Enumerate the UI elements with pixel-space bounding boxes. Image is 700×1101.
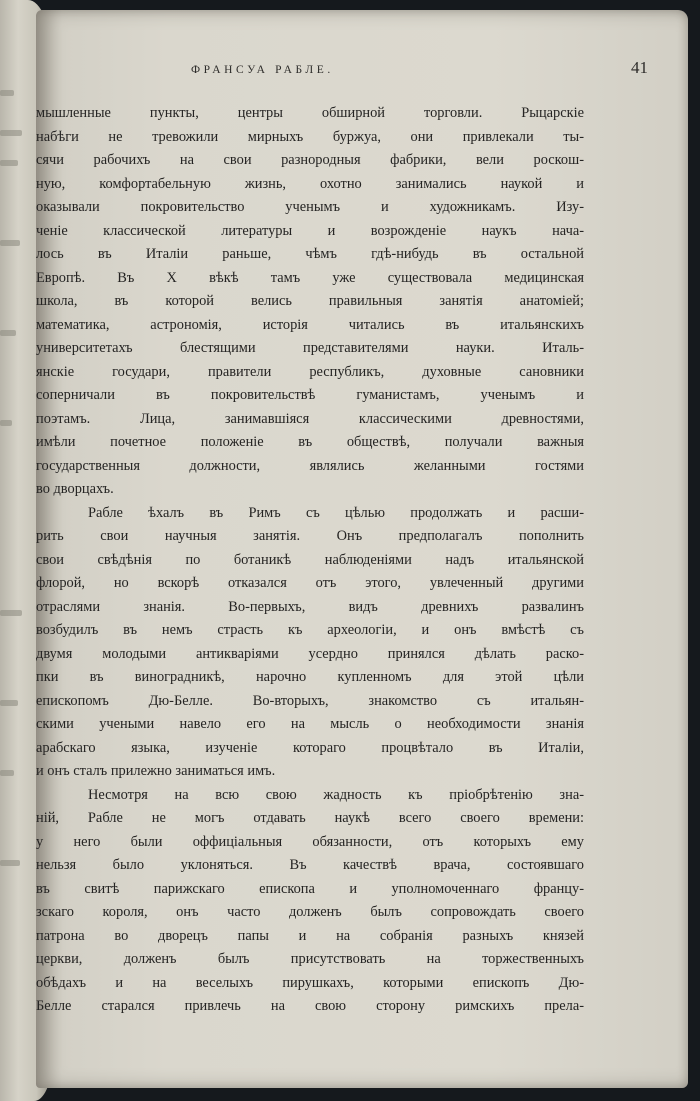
ghost-text [0, 860, 20, 866]
ghost-text [0, 130, 22, 136]
text-line: государственныя должности, являлись желанными гостями [36, 457, 584, 474]
text-line: свои свѣдѣнія по ботаникѣ наблюденіями надъ итальянской [36, 551, 584, 568]
text-line: ную, комфортабельную жизнь, охотно занимались наукой и [36, 175, 584, 192]
page-header [36, 58, 648, 84]
text-line: Несмотря на всю свою жадность къ пріобрѣтенію зна- [88, 786, 584, 803]
ghost-text [0, 610, 22, 616]
text-line: возбудилъ въ немъ страсть къ археологіи, и онъ вмѣстѣ съ [36, 622, 584, 638]
text-line: мышленные пункты, центры обширной торговли. Рыцарскіе [36, 105, 584, 121]
text-line: у него были оффиціальныя обязанности, отъ которыхъ ему [36, 833, 584, 850]
text-line: арабскаго языка, изученіе котораго процвѣтало въ Италіи, [36, 739, 584, 756]
text-line: оказывали покровительство ученымъ и художникамъ. Изу- [36, 199, 584, 215]
text-line: университетахъ блестящими представителями науки. Италь- [36, 340, 584, 356]
text-line: школа, въ которой велись правильныя занятія анатоміей; [36, 293, 584, 309]
text-line: флорой, но вскорѣ отказался отъ этого, увлеченный другими [36, 575, 584, 591]
text-line: въ свитѣ парижскаго епископа и уполномоченнаго францу- [36, 880, 584, 897]
text-line: математика, астрономія, исторія читались въ итальянскихъ [36, 316, 584, 333]
book-page [36, 10, 688, 1088]
text-line: янскіе государи, правители республикъ, духовные сановники [36, 363, 584, 380]
running-title: ФРАНСУА РАБЛЕ. [191, 64, 334, 76]
text-line: патрона во дворецъ папы и на собранія разныхъ князей [36, 927, 584, 944]
text-line: скими учеными навело его на мысль о необходимости знанія [36, 716, 584, 732]
text-line: сячи рабочихъ на свои разнородныя фабрики, вели роскош- [36, 152, 584, 168]
text-line: епископомъ Дю-Белле. Во-вторыхъ, знакомство съ итальян- [36, 692, 584, 709]
text-line: набѣги не тревожили мирныхъ буржуа, они привлекали ты- [36, 128, 584, 145]
ghost-text [0, 330, 16, 336]
text-line: и онъ сталъ прилежно заниматься имъ. [36, 763, 276, 779]
text-line: пки въ виноградникѣ, нарочно купленномъ для этой цѣли [36, 669, 584, 685]
body-text [36, 102, 584, 1019]
text-line: во дворцахъ. [36, 481, 114, 497]
text-line: Белле старался привлечь на свою сторону римскихъ прела- [36, 998, 584, 1014]
text-line: церкви, долженъ былъ присутствовать на торжественныхъ [36, 951, 584, 967]
text-line: зскаго короля, онъ часто долженъ былъ сопровождать своего [36, 904, 584, 920]
ghost-text [0, 770, 14, 776]
text-line: обѣдахъ и на веселыхъ пирушкахъ, которыми епископъ Дю- [36, 974, 584, 991]
text-line: Рабле ѣхалъ въ Римъ съ цѣлью продолжать и расши- [88, 504, 584, 521]
text-line: поэтамъ. Лица, занимавшіяся классическими древностями, [36, 410, 584, 427]
ghost-text [0, 160, 18, 166]
text-line: отраслями знанія. Во-первыхъ, видъ древнихъ развалинъ [36, 598, 584, 615]
ghost-text [0, 700, 18, 706]
ghost-text [0, 420, 12, 426]
ghost-text [0, 240, 20, 246]
text-line: лось въ Италіи раньше, чѣмъ гдѣ-нибудь въ остальной [36, 246, 584, 262]
text-line: двумя молодыми антикваріями усердно принялся дѣлать раско- [36, 645, 584, 662]
text-line: Европѣ. Въ X вѣкѣ тамъ уже существовала медицинская [36, 269, 584, 286]
ghost-text [0, 90, 14, 96]
text-line: имѣли почетное положеніе въ обществѣ, получали важныя [36, 434, 584, 450]
text-line: ній, Рабле не могъ отдавать наукѣ всего своего времени: [36, 810, 584, 826]
text-line: рить свои научныя занятія. Онъ предполагалъ пополнить [36, 528, 584, 544]
page-number: 41 [631, 58, 648, 77]
text-line: нельзя было уклоняться. Въ качествѣ врача, состоявшаго [36, 857, 584, 873]
text-line: соперничали въ покровительствѣ гуманистамъ, ученымъ и [36, 387, 584, 403]
text-line: ченіе классической литературы и возрожденіе наукъ нача- [36, 222, 584, 239]
